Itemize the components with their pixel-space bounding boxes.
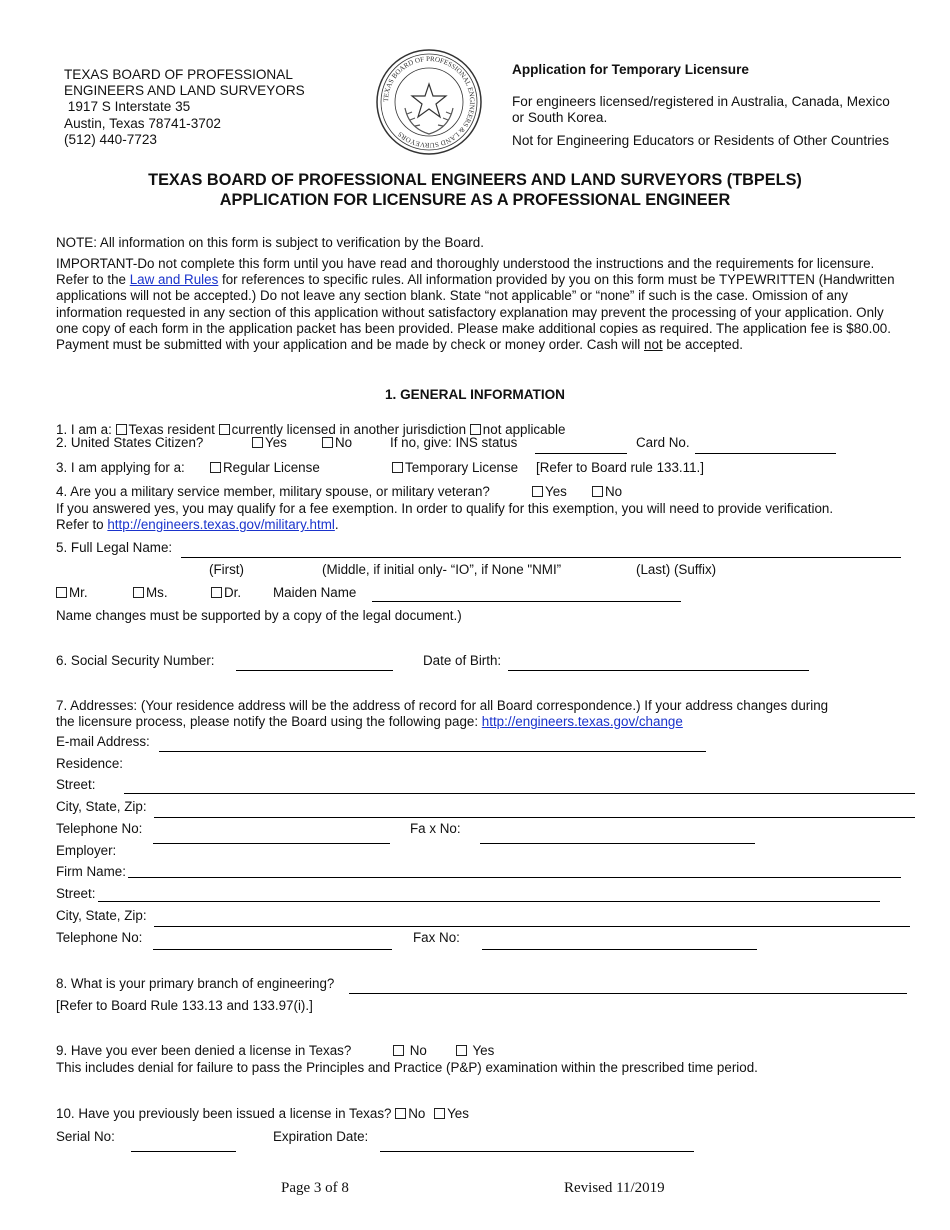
licensed-elsewhere-checkbox[interactable] <box>219 424 230 435</box>
military-link[interactable]: http://engineers.texas.gov/military.html <box>107 517 335 532</box>
firm-name-label: Firm Name: <box>56 864 126 879</box>
name-change-note: Name changes must be supported by a copy of the legal document.) <box>56 608 462 623</box>
citizen-yes-option: Yes <box>252 435 287 450</box>
email-label: E-mail Address: <box>56 734 150 749</box>
address-line: TEXAS BOARD OF PROFESSIONAL <box>64 67 293 82</box>
residence-street-field[interactable] <box>124 793 915 794</box>
employer-city-field[interactable] <box>154 926 910 927</box>
title-mr-option: Mr. <box>56 585 88 600</box>
maiden-name-field[interactable] <box>372 601 681 602</box>
law-and-rules-link[interactable]: Law and Rules <box>129 272 219 288</box>
serial-no-label: Serial No: <box>56 1129 115 1144</box>
title-ms-checkbox[interactable] <box>133 587 144 598</box>
eligibility-text: Not for Engineering Educators or Residents of Other Countries <box>512 133 890 148</box>
temporary-license-option: Temporary License <box>392 460 518 475</box>
address-instructions: 7. Addresses: (Your residence address will be the address of record for all Board correspondence.) If your address changes during <box>56 698 829 713</box>
full-name-field[interactable] <box>181 557 901 558</box>
branch-field[interactable] <box>349 993 907 994</box>
board-address <box>64 67 305 148</box>
temporary-license-checkbox[interactable] <box>392 462 403 473</box>
dob-field[interactable] <box>508 670 809 671</box>
expiration-date-label: Expiration Date: <box>273 1129 369 1144</box>
q2-label: 2. United States Citizen? <box>56 435 204 450</box>
military-no-option: No <box>592 484 622 499</box>
first-name-caption: (First) <box>209 562 244 577</box>
regular-license-option: Regular License <box>210 460 320 475</box>
denied-no-option: No <box>393 1043 427 1058</box>
dob-label: Date of Birth: <box>423 653 502 668</box>
title-ms-option: Ms. <box>133 585 168 600</box>
denied-no-checkbox[interactable] <box>393 1045 404 1056</box>
firm-name-field[interactable] <box>128 877 901 878</box>
employer-fax-field[interactable] <box>482 949 757 950</box>
citizen-yes-checkbox[interactable] <box>252 437 263 448</box>
title-dr-checkbox[interactable] <box>211 587 222 598</box>
citizen-no-checkbox[interactable] <box>322 437 333 448</box>
ins-status-field[interactable] <box>535 453 627 454</box>
expiration-date-field[interactable] <box>380 1151 694 1152</box>
section-title: 1. GENERAL INFORMATION <box>385 387 565 402</box>
verification-note: NOTE: All information on this form is subject to verification by the Board. <box>56 235 484 250</box>
denied-yes-option: Yes <box>456 1043 494 1058</box>
full-name-label: 5. Full Legal Name: <box>56 540 173 555</box>
form-title: TEXAS BOARD OF PROFESSIONAL ENGINEERS AND LAND SURVEYORS (TBPELS) <box>148 171 802 189</box>
residence-city-field[interactable] <box>154 817 915 818</box>
form-subtitle: APPLICATION FOR LICENSURE AS A PROFESSIONAL ENGINEER <box>219 191 731 209</box>
employer-phone-label: Telephone No: <box>56 930 143 945</box>
not-applicable-checkbox[interactable] <box>470 424 481 435</box>
last-name-caption: (Last) (Suffix) <box>636 562 717 577</box>
important-instructions: IMPORTANT-Do not complete this form until you have read and thoroughly understood the instructions and the requirements for licensure. Refer to the Law and Rules for references to specific rules. All information provided by you on this form must be TYPEWRITTEN (Handwritten applications will not be accepted.) Do not leave any section blank. State “not applicable” or “none” if such is the case. Omission of any information requested in any section of this application without satisfactory explanation may prevent the processing of your application. Only one copy of each form in the application packet has been provided. Please make additional copies as required. The application fee is $80.00. Payment must be submitted with your application and be made by check or money order. Cash will not be accepted. <box>56 256 895 353</box>
q4-label: 4. Are you a military service member, military spouse, or military veteran? <box>56 484 490 499</box>
ssn-field[interactable] <box>236 670 393 671</box>
address-change-link[interactable]: http://engineers.texas.gov/change <box>481 714 683 729</box>
address-line: 1917 S Interstate 35 <box>64 99 191 115</box>
residence-street-label: Street: <box>56 777 96 792</box>
q3-label: 3. I am applying for a: <box>56 460 185 475</box>
employer-phone-field[interactable] <box>153 949 392 950</box>
maiden-name-label: Maiden Name <box>273 585 357 600</box>
address-line: ENGINEERS AND LAND SURVEYORS <box>64 83 305 99</box>
military-refer: Refer to http://engineers.texas.gov/military.html. <box>56 517 339 532</box>
residence-city-label: City, State, Zip: <box>56 799 147 814</box>
prev-license-no-checkbox[interactable] <box>395 1108 406 1119</box>
employer-street-label: Street: <box>56 886 96 901</box>
q9-label: 9. Have you ever been denied a license in Texas? <box>56 1043 352 1058</box>
middle-name-caption: (Middle, if initial only- “IO”, if None "NMI” <box>322 562 562 577</box>
denied-yes-checkbox[interactable] <box>456 1045 467 1056</box>
branch-label: 8. What is your primary branch of engineering? <box>56 976 335 991</box>
branch-rule-ref: [Refer to Board Rule 133.13 and 133.97(i).] <box>56 998 313 1013</box>
rule-reference: [Refer to Board rule 133.11.] <box>536 460 704 475</box>
address-change-note: the licensure process, please notify the Board using the following page: http://engineers.texas.gov/change <box>56 714 683 729</box>
citizen-no-option: No <box>322 435 352 450</box>
svg-text:TEXAS BOARD OF PROFESSIONAL EN: TEXAS BOARD OF PROFESSIONAL ENGINEERS & LAND SURVEYORS <box>381 54 477 150</box>
ins-status-label: If no, give: INS status <box>390 435 518 450</box>
page-number: Page 3 of 8 <box>281 1180 349 1196</box>
residence-fax-label: Fa x No: <box>410 821 461 836</box>
board-seal-icon <box>375 48 483 156</box>
title-mr-checkbox[interactable] <box>56 587 67 598</box>
residence-fax-field[interactable] <box>480 843 755 844</box>
employer-street-field[interactable] <box>98 901 880 902</box>
q1-residency: 1. I am a: Texas resident currently licensed in another jurisdiction not applicable <box>56 422 566 437</box>
prev-license-yes-checkbox[interactable] <box>434 1108 445 1119</box>
email-field[interactable] <box>159 751 706 752</box>
military-no-checkbox[interactable] <box>592 486 603 497</box>
address-line: (512) 440-7723 <box>64 131 157 147</box>
card-no-label: Card No. <box>636 435 690 450</box>
revision-date: Revised 11/2019 <box>564 1180 665 1196</box>
card-no-field[interactable] <box>695 453 836 454</box>
fee-exemption-note: If you answered yes, you may qualify for a fee exemption. In order to qualify for this exemption, you will need to provide verification. <box>56 501 834 516</box>
application-type: Application for Temporary Licensure <box>512 62 749 77</box>
eligibility-text: or South Korea. <box>512 110 608 125</box>
eligibility-text: For engineers licensed/registered in Australia, Canada, Mexico <box>512 94 890 109</box>
employer-city-label: City, State, Zip: <box>56 908 147 923</box>
military-yes-checkbox[interactable] <box>532 486 543 497</box>
title-dr-option: Dr. <box>211 585 241 600</box>
serial-no-field[interactable] <box>131 1151 236 1152</box>
q10-row: 10. Have you previously been issued a license in Texas? No Yes <box>56 1106 469 1121</box>
residence-label: Residence: <box>56 756 123 771</box>
regular-license-checkbox[interactable] <box>210 462 221 473</box>
military-yes-option: Yes <box>532 484 567 499</box>
ssn-label: 6. Social Security Number: <box>56 653 215 668</box>
denial-note: This includes denial for failure to pass the Principles and Practice (P&P) examination within the prescribed time period. <box>56 1060 758 1075</box>
residence-phone-label: Telephone No: <box>56 821 143 836</box>
employer-label: Employer: <box>56 843 117 858</box>
address-line: Austin, Texas 78741-3702 <box>64 115 221 131</box>
residence-phone-field[interactable] <box>153 843 390 844</box>
texas-resident-checkbox[interactable] <box>116 424 127 435</box>
employer-fax-label: Fax No: <box>413 930 460 945</box>
